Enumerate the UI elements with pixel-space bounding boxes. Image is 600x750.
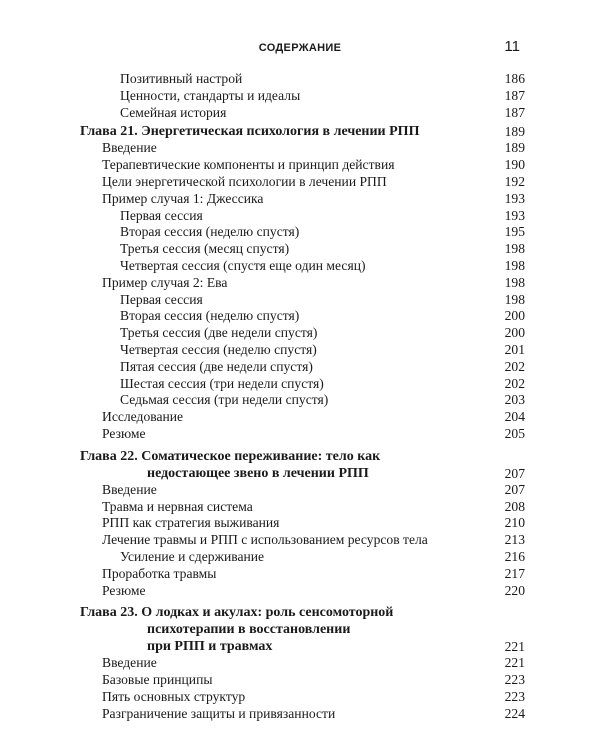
toc-entry-page: 198: [504, 241, 525, 257]
chapter-22-heading: [80, 446, 525, 482]
toc-entry: [80, 105, 525, 122]
chapter-title: [80, 604, 497, 655]
toc-entry: [80, 566, 525, 583]
toc-entry-title: РПП как стратегия выживания: [102, 515, 280, 531]
toc-entry: [80, 308, 525, 325]
toc-entry-page: 198: [504, 257, 525, 273]
toc-entry: [80, 359, 525, 376]
toc-entry-page: 186: [504, 71, 525, 86]
toc-entry-page: 198: [504, 274, 525, 290]
toc-entry-page: 187: [504, 104, 525, 120]
chapter-21-heading: [80, 123, 525, 140]
toc-entry-title: Введение: [102, 481, 157, 497]
toc-entry-title: Введение: [102, 655, 157, 671]
toc-entry: [80, 392, 525, 409]
chapter-title-line: Глава 21. Энергетическая психология в лечении РПП: [80, 124, 420, 140]
toc-entry: [80, 258, 525, 275]
chapter-title-line: недостающее звено в лечении РПП: [147, 465, 369, 481]
toc-entry-title: Терапевтические компоненты и принцип действия: [102, 157, 395, 173]
toc-entry: [80, 672, 525, 689]
chapter-title: [80, 448, 497, 482]
toc-entry-title: Лечение травмы и РПП с использованием ресурсов тела: [102, 532, 428, 548]
toc-entry-title: Пять основных структур: [102, 688, 246, 704]
toc-entry-page: 201: [504, 341, 525, 357]
chapter-23-heading: [80, 603, 525, 655]
toc-entry-page: 204: [504, 409, 525, 425]
toc-entry-title: Цели энергетической психологии в лечении РПП: [102, 173, 387, 189]
toc-entry: [80, 583, 525, 600]
toc-entry: [80, 499, 525, 516]
toc-entry-title: Разграничение защиты и привязанности: [102, 705, 336, 721]
toc-entry-title: Первая сессия: [120, 207, 203, 223]
toc-entry-page: 187: [504, 87, 525, 103]
toc-entry: [80, 515, 525, 532]
toc-entry: [80, 174, 525, 191]
toc-entry-title: Исследование: [102, 409, 184, 425]
toc-entry-title: Пятая сессия (две недели спустя): [120, 358, 313, 374]
table-of-contents: [80, 71, 525, 723]
toc-entry: [80, 157, 525, 174]
toc-entry: [80, 208, 525, 225]
toc-entry: [80, 140, 525, 157]
toc-entry-title: Усиление и сдерживание: [120, 548, 265, 564]
toc-entry-page: 205: [504, 425, 525, 441]
toc-entry: [80, 689, 525, 706]
toc-entry-title: Четвертая сессия (спустя еще один месяц): [120, 257, 366, 273]
toc-entry-page: 202: [504, 358, 525, 374]
toc-entry-page: 221: [504, 655, 525, 671]
toc-entry-title: Пример случая 1: Джессика: [102, 190, 264, 206]
chapter-page: 189: [504, 124, 525, 140]
toc-entry-page: 189: [504, 140, 525, 156]
toc-entry-page: 223: [504, 688, 525, 704]
toc-entry-title: Проработка травмы: [102, 565, 217, 581]
toc-entry: [80, 532, 525, 549]
toc-entry: [80, 88, 525, 105]
toc-entry-page: 190: [504, 157, 525, 173]
toc-entry: [80, 224, 525, 241]
toc-entry-title: Позитивный настрой: [120, 71, 243, 86]
chapter-page: 207: [504, 465, 525, 481]
toc-entry-page: 210: [504, 515, 525, 531]
toc-entry-page: 202: [504, 375, 525, 391]
toc-entry: [80, 482, 525, 499]
toc-entry-page: 193: [504, 190, 525, 206]
toc-entry-page: 216: [504, 548, 525, 564]
toc-entry-title: Вторая сессия (неделю спустя): [120, 308, 300, 324]
running-header-title: СОДЕРЖАНИЕ: [258, 42, 342, 54]
toc-entry: [80, 325, 525, 342]
toc-entry: [80, 409, 525, 426]
toc-entry: [80, 549, 525, 566]
toc-entry-page: 198: [504, 291, 525, 307]
toc-entry-page: 217: [504, 565, 525, 581]
chapter-title-line: Глава 22. Соматическое переживание: тело как: [80, 448, 381, 464]
toc-entry: [80, 426, 525, 443]
toc-entry-title: Ценности, стандарты и идеалы: [120, 87, 301, 103]
toc-entry-page: 203: [504, 392, 525, 408]
toc-entry: [80, 342, 525, 359]
chapter-title-line: при РПП и травмах: [147, 639, 273, 655]
page-number: 11: [504, 38, 520, 55]
toc-entry: [80, 191, 525, 208]
chapter-title-line: Глава 23. О лодках и акулах: роль сенсомоторной: [80, 605, 394, 621]
toc-entry-title: Шестая сессия (три недели спустя): [120, 375, 324, 391]
toc-entry-page: 207: [504, 481, 525, 497]
toc-entry: [80, 241, 525, 258]
toc-entry-title: Резюме: [102, 425, 146, 441]
toc-entry-page: 213: [504, 532, 525, 548]
chapter-title-line: психотерапии в восстановлении: [147, 622, 351, 638]
toc-entry: [80, 292, 525, 309]
chapter-title: [80, 123, 497, 140]
toc-entry-title: Пример случая 2: Ева: [102, 274, 228, 290]
toc-entry-title: Травма и нервная система: [102, 498, 253, 514]
toc-entry-title: Четвертая сессия (неделю спустя): [120, 341, 317, 357]
toc-entry-title: Вторая сессия (неделю спустя): [120, 224, 300, 240]
toc-entry-title: Третья сессия (две недели спустя): [120, 325, 318, 341]
toc-entry-title: Третья сессия (месяц спустя): [120, 241, 290, 257]
toc-entry-page: 195: [504, 224, 525, 240]
toc-entry-page: 200: [504, 325, 525, 341]
toc-entry: [80, 275, 525, 292]
toc-entry-title: Первая сессия: [120, 291, 203, 307]
toc-entry-page: 193: [504, 207, 525, 223]
toc-entry-page: 192: [504, 173, 525, 189]
toc-entry-page: 224: [504, 705, 525, 721]
running-header: [80, 40, 520, 58]
toc-entry: [80, 376, 525, 393]
toc-entry-title: Базовые принципы: [102, 672, 213, 688]
toc-entry: [80, 655, 525, 672]
toc-entry: [80, 706, 525, 723]
toc-entry-page: 200: [504, 308, 525, 324]
chapter-page: 221: [504, 639, 525, 655]
toc-entry-page: 208: [504, 498, 525, 514]
toc-entry-title: Семейная история: [120, 104, 227, 120]
toc-entry-page: 220: [504, 582, 525, 598]
toc-entry-page: 223: [504, 672, 525, 688]
toc-entry-title: Седьмая сессия (три недели спустя): [120, 392, 329, 408]
toc-entry: [80, 71, 525, 88]
toc-entry-title: Введение: [102, 140, 157, 156]
toc-entry-title: Резюме: [102, 582, 146, 598]
